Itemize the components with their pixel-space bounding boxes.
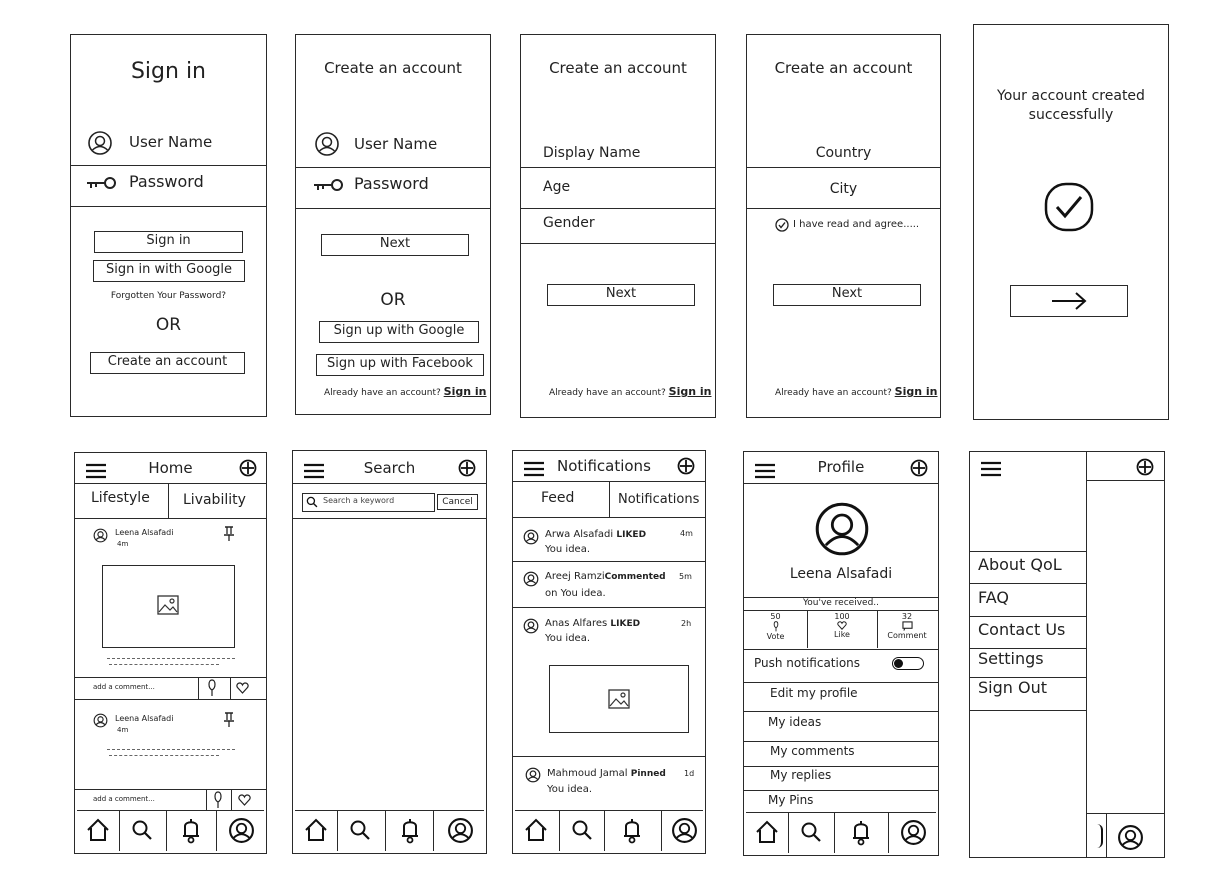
page-title: Create an account <box>324 59 462 77</box>
notification-item[interactable]: Arwa Alsafadi LIKED <box>545 529 647 540</box>
signin-screen <box>70 34 267 417</box>
already-account-text: Already have an account? <box>324 388 441 398</box>
age-field[interactable]: Age <box>543 179 571 195</box>
search-icon[interactable] <box>349 819 371 841</box>
menu-item-settings[interactable]: Settings <box>978 649 1044 668</box>
signin-link[interactable]: Sign in <box>443 385 487 398</box>
next-button[interactable]: Next <box>547 284 695 306</box>
success-message-line1: Your account created <box>997 88 1145 104</box>
profile-icon[interactable] <box>900 819 927 846</box>
gender-field[interactable]: Gender <box>543 215 595 231</box>
bell-icon[interactable] <box>181 816 201 844</box>
page-title: Create an account <box>774 59 913 77</box>
menu-item-my-replies[interactable]: My replies <box>770 768 832 782</box>
menu-item-edit-profile[interactable]: Edit my profile <box>770 686 858 700</box>
arrow-right-icon <box>1049 287 1089 315</box>
search-icon <box>306 496 318 508</box>
search-placeholder: Search a keyword <box>323 496 395 505</box>
text-placeholder-line <box>107 658 235 659</box>
create-account-button[interactable]: Create an account <box>90 352 245 374</box>
add-icon[interactable] <box>677 457 695 475</box>
user-avatar-icon <box>525 767 541 783</box>
cancel-button[interactable]: Cancel <box>437 494 478 510</box>
post-time: 4m <box>117 540 129 548</box>
text-placeholder-line <box>107 749 235 750</box>
post-author: Leena Alsafadi <box>115 528 174 537</box>
stat-votes: 50 Vote <box>766 612 785 641</box>
page-title: Search <box>363 459 416 477</box>
bell-icon[interactable] <box>1089 824 1103 848</box>
add-icon[interactable] <box>458 459 476 477</box>
signin-link[interactable]: Sign in <box>668 385 712 398</box>
page-title: Create an account <box>549 59 687 77</box>
notification-time: 5m <box>679 572 692 581</box>
menu-item-faq[interactable]: FAQ <box>978 588 1009 607</box>
key-icon <box>85 176 117 190</box>
bell-icon[interactable] <box>622 816 642 844</box>
user-icon <box>314 131 340 157</box>
bottom-nav-bar <box>515 810 703 851</box>
post-time: 4m <box>117 726 129 734</box>
side-menu-screen <box>969 451 1165 858</box>
notification-item[interactable]: Areej RamziCommented <box>545 571 666 582</box>
post-image-placeholder <box>102 565 235 648</box>
user-icon <box>87 130 113 156</box>
menu-item-my-ideas[interactable]: My ideas <box>768 715 822 729</box>
profile-icon[interactable] <box>447 817 474 844</box>
tab-feed[interactable]: Feed <box>541 490 575 506</box>
success-message-line2: successfully <box>1028 107 1114 123</box>
notification-text: You idea. <box>545 544 590 555</box>
search-icon[interactable] <box>800 821 822 843</box>
search-screen <box>292 450 487 854</box>
push-notifications-toggle[interactable] <box>892 657 924 670</box>
stat-comments: 32 Comment <box>887 612 927 640</box>
add-comment-input[interactable]: add a comment... <box>93 795 155 803</box>
hamburger-menu-icon[interactable] <box>980 461 1002 477</box>
already-account-text: Already have an account? <box>549 388 666 398</box>
page-title: Profile <box>817 458 865 476</box>
heart-icon <box>837 621 847 630</box>
comment-icon <box>902 621 913 631</box>
notification-text: You idea. <box>545 633 590 644</box>
account-created-screen <box>973 24 1169 420</box>
bottom-nav-bar <box>295 810 484 851</box>
or-label: OR <box>155 315 182 335</box>
notifications-screen <box>512 450 706 854</box>
or-label: OR <box>380 290 406 310</box>
create-account-screen-2 <box>520 34 716 418</box>
password-field[interactable]: Password <box>129 172 204 191</box>
image-icon <box>157 595 179 615</box>
vote-icon <box>772 621 780 632</box>
city-field[interactable]: City <box>829 181 858 197</box>
create-account-screen-3 <box>746 34 941 418</box>
home-screen <box>74 452 267 854</box>
forgot-password-link[interactable]: Forgotten Your Password? <box>110 291 227 301</box>
hamburger-menu-icon[interactable] <box>523 461 545 477</box>
heart-icon[interactable] <box>238 794 251 806</box>
signin-link[interactable]: Sign in <box>894 385 938 398</box>
profile-screen <box>743 451 939 856</box>
username-field[interactable]: User Name <box>354 135 438 153</box>
bottom-nav-bar <box>746 812 936 853</box>
next-button[interactable]: Next <box>321 234 469 256</box>
notification-time: 4m <box>680 529 693 538</box>
home-icon[interactable] <box>304 818 328 842</box>
home-icon[interactable] <box>524 818 548 842</box>
notification-time: 2h <box>681 619 692 628</box>
user-avatar-icon <box>93 713 108 728</box>
home-icon[interactable] <box>86 818 110 842</box>
checkmark-icon <box>1044 182 1094 232</box>
already-account-text: Already have an account? <box>775 388 892 398</box>
home-icon[interactable] <box>755 820 779 844</box>
user-avatar-icon <box>523 529 539 545</box>
notification-image-placeholder <box>549 665 689 733</box>
checkbox-checked-icon[interactable] <box>775 218 789 232</box>
profile-icon[interactable] <box>228 817 255 844</box>
vote-icon[interactable] <box>212 791 224 809</box>
pin-icon[interactable] <box>223 526 235 542</box>
tab-notifications[interactable]: Notifications <box>618 492 700 507</box>
profile-icon[interactable] <box>671 817 698 844</box>
notification-item[interactable]: Anas Alfares LIKED <box>545 618 641 629</box>
side-drawer <box>970 452 1087 857</box>
create-account-screen-1 <box>295 34 491 415</box>
google-signin-button[interactable]: Sign in with Google <box>93 260 245 282</box>
country-field[interactable]: Country <box>815 145 872 161</box>
menu-item-contact[interactable]: Contact Us <box>978 620 1066 639</box>
notification-time: 1d <box>684 769 695 778</box>
display-name-field[interactable]: Display Name <box>543 145 641 161</box>
received-label: You've received.. <box>802 598 880 608</box>
profile-name: Leena Alsafadi <box>789 566 893 582</box>
profile-icon[interactable] <box>1117 824 1144 851</box>
underlying-page <box>1087 452 1164 857</box>
page-title: Sign in <box>130 59 207 84</box>
text-placeholder-line <box>109 755 219 756</box>
notification-text: on You idea. <box>545 588 606 599</box>
notification-item[interactable]: Mahmoud Jamal Pinned <box>547 768 666 779</box>
page-title: Notifications <box>557 457 651 475</box>
add-icon[interactable] <box>910 459 928 477</box>
pin-icon[interactable] <box>223 712 235 728</box>
search-icon[interactable] <box>571 819 593 841</box>
vote-icon[interactable] <box>206 679 218 697</box>
password-field[interactable]: Password <box>354 174 429 193</box>
add-icon[interactable] <box>239 459 257 477</box>
agree-label: I have read and agree..... <box>793 219 920 230</box>
key-icon <box>312 178 344 192</box>
google-signup-button[interactable]: Sign up with Google <box>319 321 479 343</box>
next-button[interactable]: Next <box>773 284 921 306</box>
menu-item-my-comments[interactable]: My comments <box>770 744 855 758</box>
bottom-nav-bar <box>77 810 264 851</box>
tab-livability[interactable]: Livability <box>183 492 246 508</box>
post-author: Leena Alsafadi <box>115 714 174 723</box>
menu-item-my-pins[interactable]: My Pins <box>768 793 814 807</box>
add-comment-input[interactable]: add a comment... <box>93 683 155 691</box>
signin-button[interactable]: Sign in <box>94 231 243 253</box>
search-input[interactable] <box>302 493 435 512</box>
image-icon <box>608 689 630 709</box>
bell-icon[interactable] <box>851 818 871 846</box>
search-icon[interactable] <box>131 819 153 841</box>
username-field[interactable]: User Name <box>129 133 213 151</box>
user-avatar-icon <box>523 571 539 587</box>
bell-icon[interactable] <box>400 816 420 844</box>
user-avatar-icon <box>93 528 108 543</box>
page-title: Home <box>148 459 193 477</box>
continue-arrow-button[interactable] <box>1010 285 1128 317</box>
menu-item-about[interactable]: About QoL <box>978 555 1062 574</box>
text-placeholder-line <box>109 664 219 665</box>
tab-lifestyle[interactable]: Lifestyle <box>91 490 150 506</box>
push-notifications-label: Push notifications <box>754 656 861 670</box>
notification-text: You idea. <box>547 784 592 795</box>
add-icon[interactable] <box>1136 458 1154 476</box>
user-avatar-icon <box>523 618 539 634</box>
heart-icon[interactable] <box>236 682 249 694</box>
profile-avatar-icon <box>814 501 870 557</box>
stat-likes: 100 Like <box>834 612 850 639</box>
facebook-signup-button[interactable]: Sign up with Facebook <box>316 354 484 376</box>
menu-item-sign-out[interactable]: Sign Out <box>978 678 1047 697</box>
